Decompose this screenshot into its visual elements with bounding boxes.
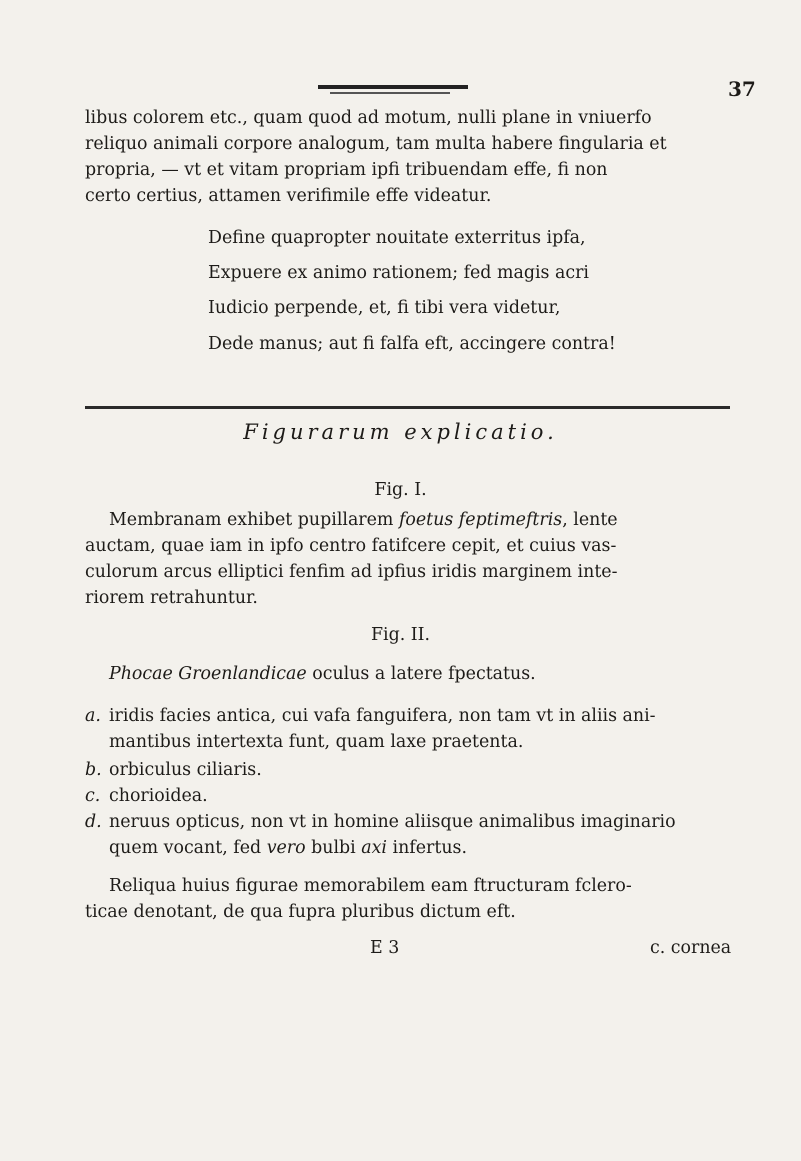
text-segment: bulbi [305, 838, 362, 858]
item-text: orbiculus ciliaris. [109, 760, 262, 780]
item-letter: b. [85, 760, 102, 780]
figure-1-description [85, 507, 618, 611]
text-segment: quem vocant, fed [109, 838, 267, 858]
text-segment: Membranam exhibet pupillarem [109, 510, 399, 530]
figure-2-label: Fig. II. [370, 625, 431, 645]
figure-1-label: Fig. I. [374, 480, 427, 500]
legend-item-c [85, 783, 208, 809]
text-line [85, 507, 618, 533]
page-number: 37 [728, 77, 756, 101]
item-text: chorioidea. [109, 786, 208, 806]
verse-line: Expuere ex animo rationem; fed magis acri [208, 263, 589, 283]
text-line: riorem retrahuntur. [85, 588, 258, 608]
text-line: reliquo animali corpore analogum, tam multa habere fingularia et [85, 134, 667, 154]
verse-line: Define quapropter nouitate exterritus ipfa, [208, 228, 586, 248]
text-line [85, 809, 676, 835]
text-line: ticae denotant, de qua fupra pluribus dictum eft. [85, 902, 516, 922]
legend-item-b [85, 757, 262, 783]
text-line: libus colorem etc., quam quod ad motum, nulli plane in vniuerfo [85, 108, 652, 128]
text-line [85, 835, 676, 861]
section-title: Figurarum explicatio. [243, 420, 558, 444]
signature-mark: E 3 [370, 938, 400, 958]
text-segment-italic: axi [361, 838, 387, 858]
caption-italic: Phocae Groenlandicae [109, 664, 307, 684]
item-letter: d. [85, 812, 102, 832]
item-letter: c. [85, 786, 101, 806]
text-line: Reliqua huius figurae memorabilem eam ftructuram fclero- [109, 876, 632, 896]
text-line: certo certius, attamen verifimile effe videatur. [85, 186, 492, 206]
text-segment-italic: vero [266, 838, 306, 858]
paragraph-reliqua [85, 873, 632, 925]
item-text: iridis facies antica, cui vafa fanguifera, non tam vt in aliis ani- [109, 706, 656, 726]
caption-rest: oculus a latere fpectatus. [306, 664, 536, 684]
text-line: propria, — vt et vitam propriam ipfi tribuendam effe, fi non [85, 160, 608, 180]
paragraph-opening [85, 105, 667, 209]
text-line: mantibus intertexta funt, quam laxe praetenta. [109, 732, 524, 752]
text-segment: , lente [562, 510, 618, 530]
text-line: culorum arcus elliptici fenfim ad ipfius iridis marginem inte- [85, 562, 618, 582]
header-ornament-rule [318, 85, 468, 89]
text-line [85, 661, 536, 687]
text-line [85, 703, 656, 729]
text-segment-italic: foetus feptimeftris [398, 510, 563, 530]
header-ornament-rule-secondary [330, 92, 450, 94]
text-line: auctam, quae iam in ipfo centro fatifcere cepit, et cuius vas- [85, 536, 617, 556]
catchword: c. cornea [650, 938, 732, 958]
item-text: neruus opticus, non vt in homine aliisque animalibus imaginario [109, 812, 676, 832]
figure-2-caption [85, 661, 536, 687]
verse-line: Dede manus; aut fi falfa eft, accingere contra! [208, 334, 616, 354]
legend-item-a [85, 703, 656, 755]
item-letter: a. [85, 706, 101, 726]
verse-line: Iudicio perpende, et, fi tibi vera videtur, [208, 298, 561, 318]
legend-item-d [85, 809, 676, 861]
text-segment: infertus. [387, 838, 467, 858]
section-separator-rule [85, 406, 730, 409]
